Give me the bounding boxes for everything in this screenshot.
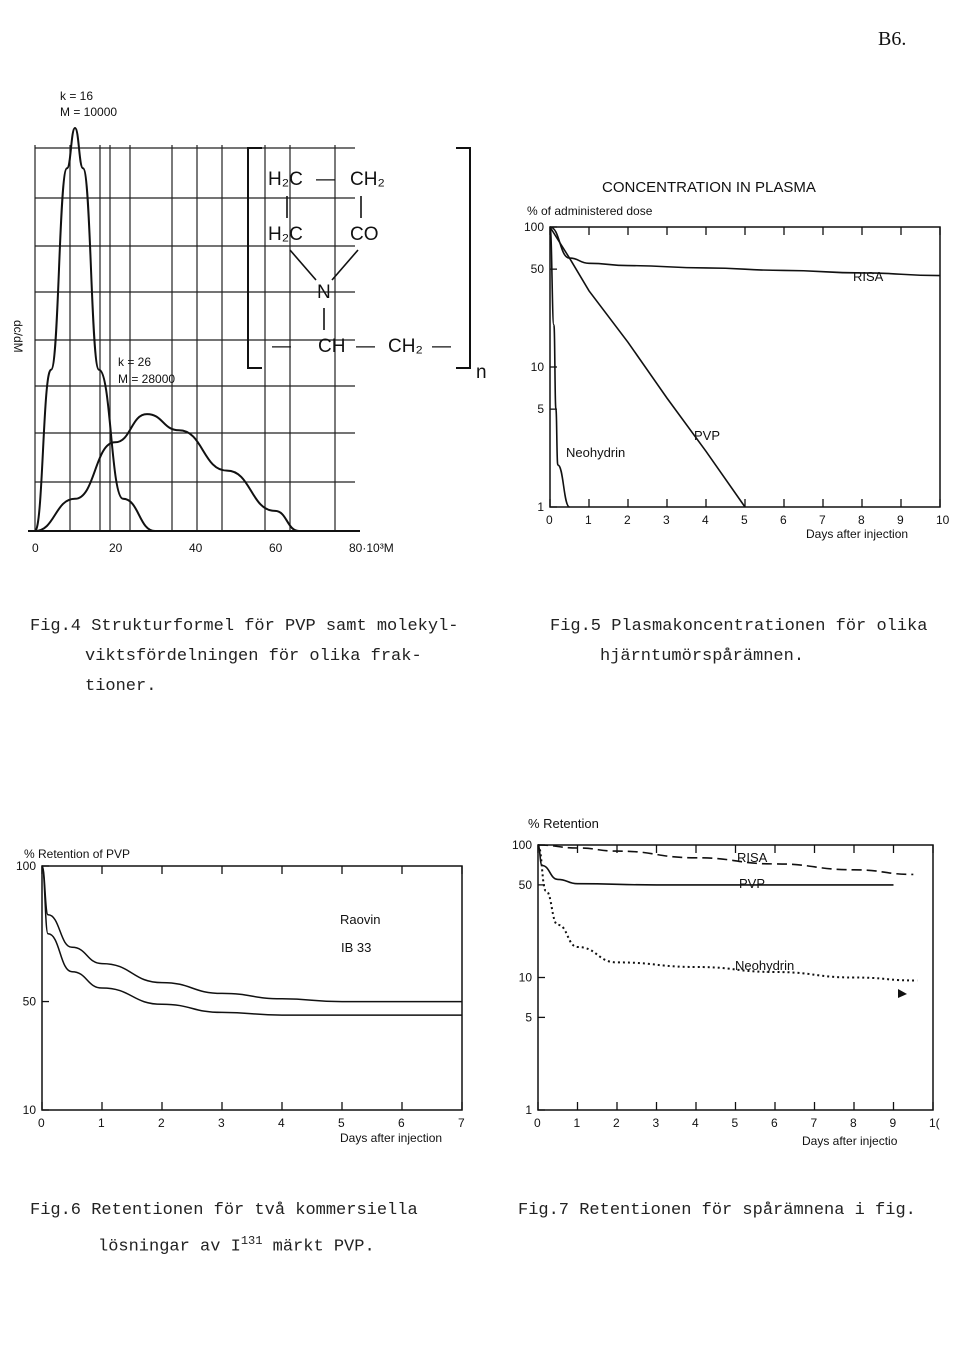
fig6-ytick-0: 100 [15, 859, 36, 873]
fig5-caption [550, 612, 927, 672]
fig7-xtick-2: 2 [613, 1116, 620, 1130]
fig7-caption: Fig.7 Retentionen för spårämnena i fig. [518, 1201, 916, 1220]
fig7-xtick-10: 1( [929, 1116, 940, 1130]
fig6-xtick-7: 7 [458, 1116, 465, 1130]
fig4-xtick-3: 60 [269, 541, 283, 555]
formula-dash-mid: — [356, 336, 375, 357]
fig7-xtick-7: 7 [810, 1116, 818, 1130]
formula-subscript-n: n [476, 362, 487, 383]
fig6-xtick-6: 6 [398, 1116, 405, 1130]
fig5-caption-line1: Fig.5 Plasmakoncentrationen för olika [550, 617, 928, 636]
fig6-caption-line1: Fig.6 Retentionen för två kommersiella [30, 1201, 418, 1220]
fig4-annot-k26-line1: k = 26 [118, 355, 152, 369]
formula-ch: CH [318, 336, 346, 357]
fig5-series-pvp [550, 227, 745, 507]
fig4-xtick-1: 20 [109, 541, 123, 555]
fig7-xtick-4: 4 [692, 1116, 699, 1130]
formula-h2c-top: H₂C [268, 169, 303, 190]
formula-h2c-mid: H₂C [268, 224, 303, 245]
fig7-label-neohydrin: Neohydrin [735, 958, 795, 973]
fig7-xtick-8: 8 [850, 1116, 857, 1130]
formula-n: N [317, 282, 331, 303]
fig6-xtick-0: 0 [38, 1116, 45, 1130]
fig5-xtick-0: 0 [546, 513, 553, 527]
fig6-caption-line2 [30, 1226, 418, 1263]
fig4-xtick-0: 0 [32, 541, 39, 555]
fig5-ytick-4: 1 [537, 500, 544, 514]
fig5-plasma-chart [524, 179, 950, 541]
fig5-xtick-2: 2 [624, 513, 631, 527]
fig5-ytick-0: 100 [523, 220, 544, 234]
formula-dash-top: — [316, 169, 335, 190]
fig5-title: CONCENTRATION IN PLASMA [602, 179, 816, 196]
fig5-xtick-10: 10 [936, 513, 950, 527]
fig6-caption-isotope: 131 [240, 1234, 263, 1248]
fig4-curve-k26 [35, 414, 299, 531]
page-number: B6. [878, 28, 907, 50]
fig7-ylabel: % Retention [528, 816, 599, 831]
formula-ch2-bottom: CH₂ [388, 336, 423, 357]
fig5-xtick-4: 4 [702, 513, 709, 527]
fig6-xtick-5: 5 [338, 1116, 345, 1130]
fig7-xtick-1: 1 [573, 1116, 581, 1130]
formula-dash-left: — [272, 336, 291, 357]
fig5-xtick-7: 7 [819, 513, 826, 527]
fig5-xtick-1: 1 [585, 513, 592, 527]
fig6-label-ib33: IB 33 [341, 940, 372, 955]
formula-ch2-top: CH₂ [350, 169, 385, 190]
fig5-label-neohydrin: Neohydrin [566, 445, 626, 460]
fig4-caption-line2: viktsfördelningen för olika frak- [85, 647, 422, 666]
fig7-xtick-9: 9 [889, 1116, 897, 1130]
fig4-distribution-plot [11, 89, 394, 555]
fig4-xtick-4: 80·10³M [349, 541, 394, 555]
formula-left-bracket [248, 148, 262, 368]
fig6-retention-chart [16, 847, 465, 1145]
fig4-xtick-2: 40 [189, 541, 203, 555]
formula-co: CO [350, 224, 379, 245]
fig5-xtick-8: 8 [858, 513, 865, 527]
fig7-ytick-4: 1 [525, 1103, 532, 1117]
fig7-xtick-5: 5 [731, 1116, 739, 1130]
fig7-xtick-3: 3 [652, 1116, 660, 1130]
fig7-neohydrin-arrowhead [898, 989, 907, 998]
fig5-ytick-2: 10 [530, 360, 544, 374]
fig4-caption-line3: tioner. [85, 677, 157, 696]
fig6-xtick-3: 3 [218, 1116, 225, 1130]
fig5-label-pvp: PVP [694, 428, 721, 443]
fig4-caption-line1: Fig.4 Strukturformel för PVP samt molekyl- [30, 617, 459, 636]
fig7-label-pvp: PVP [739, 876, 766, 891]
pvp-structural-formula [248, 148, 487, 383]
fig5-xtick-6: 6 [780, 513, 787, 527]
fig5-ylabel: % of administered dose [527, 204, 653, 218]
fig6-ytick-1: 50 [22, 994, 36, 1009]
fig7-xtick-6: 6 [771, 1116, 778, 1130]
fig5-xlabel: Days after injection [806, 527, 909, 541]
fig6-series-raovin [42, 866, 462, 1002]
fig6-ylabel: % Retention of PVP [24, 847, 131, 861]
fig5-ytick-1: 50 [530, 262, 544, 277]
fig6-caption-tail: märkt PVP. [272, 1237, 375, 1257]
fig5-xtick-9: 9 [897, 513, 904, 527]
fig6-caption-iodine: lösningar av I [98, 1237, 241, 1257]
fig7-series-neohydrin [538, 845, 917, 981]
fig7-xlabel: Days after injectio [802, 1134, 898, 1148]
fig5-label-risa: RISA [853, 269, 884, 284]
fig4-caption [30, 612, 458, 702]
fig7-xtick-0: 0 [534, 1116, 541, 1130]
fig6-xtick-4: 4 [278, 1116, 285, 1130]
fig4-y-side-label: dc/dM [11, 320, 25, 353]
fig7-ytick-2: 10 [518, 970, 532, 985]
fig4-annot-k16-line2: M = 10000 [60, 105, 118, 119]
fig6-label-raovin: Raovin [340, 912, 381, 927]
fig7-series-pvp [538, 845, 894, 885]
fig7-ytick-1: 50 [518, 877, 532, 892]
fig6-caption [30, 1196, 418, 1263]
fig6-xtick-1: 1 [98, 1116, 105, 1130]
fig6-ytick-2: 10 [22, 1103, 36, 1117]
formula-right-bracket [456, 148, 470, 368]
formula-dash-right: — [432, 336, 451, 357]
fig6-xtick-2: 2 [158, 1116, 165, 1130]
fig7-ytick-0: 100 [511, 838, 532, 852]
fig5-xtick-5: 5 [741, 513, 748, 527]
fig5-ytick-3: 5 [537, 402, 544, 417]
fig4-annot-k26-line2: M = 28000 [118, 372, 176, 386]
fig7-label-risa: RISA [737, 850, 768, 865]
fig6-series-ib-33 [42, 866, 462, 1015]
fig5-xtick-3: 3 [663, 513, 670, 527]
fig7-ytick-3: 5 [525, 1010, 532, 1025]
fig4-annot-k16-line1: k = 16 [60, 89, 94, 103]
fig6-xlabel: Days after injection [340, 1131, 443, 1145]
fig7-retention-chart [512, 816, 940, 1148]
fig5-caption-line2: hjärntumörspårämnen. [600, 647, 805, 666]
fig7-series-risa [538, 845, 913, 874]
